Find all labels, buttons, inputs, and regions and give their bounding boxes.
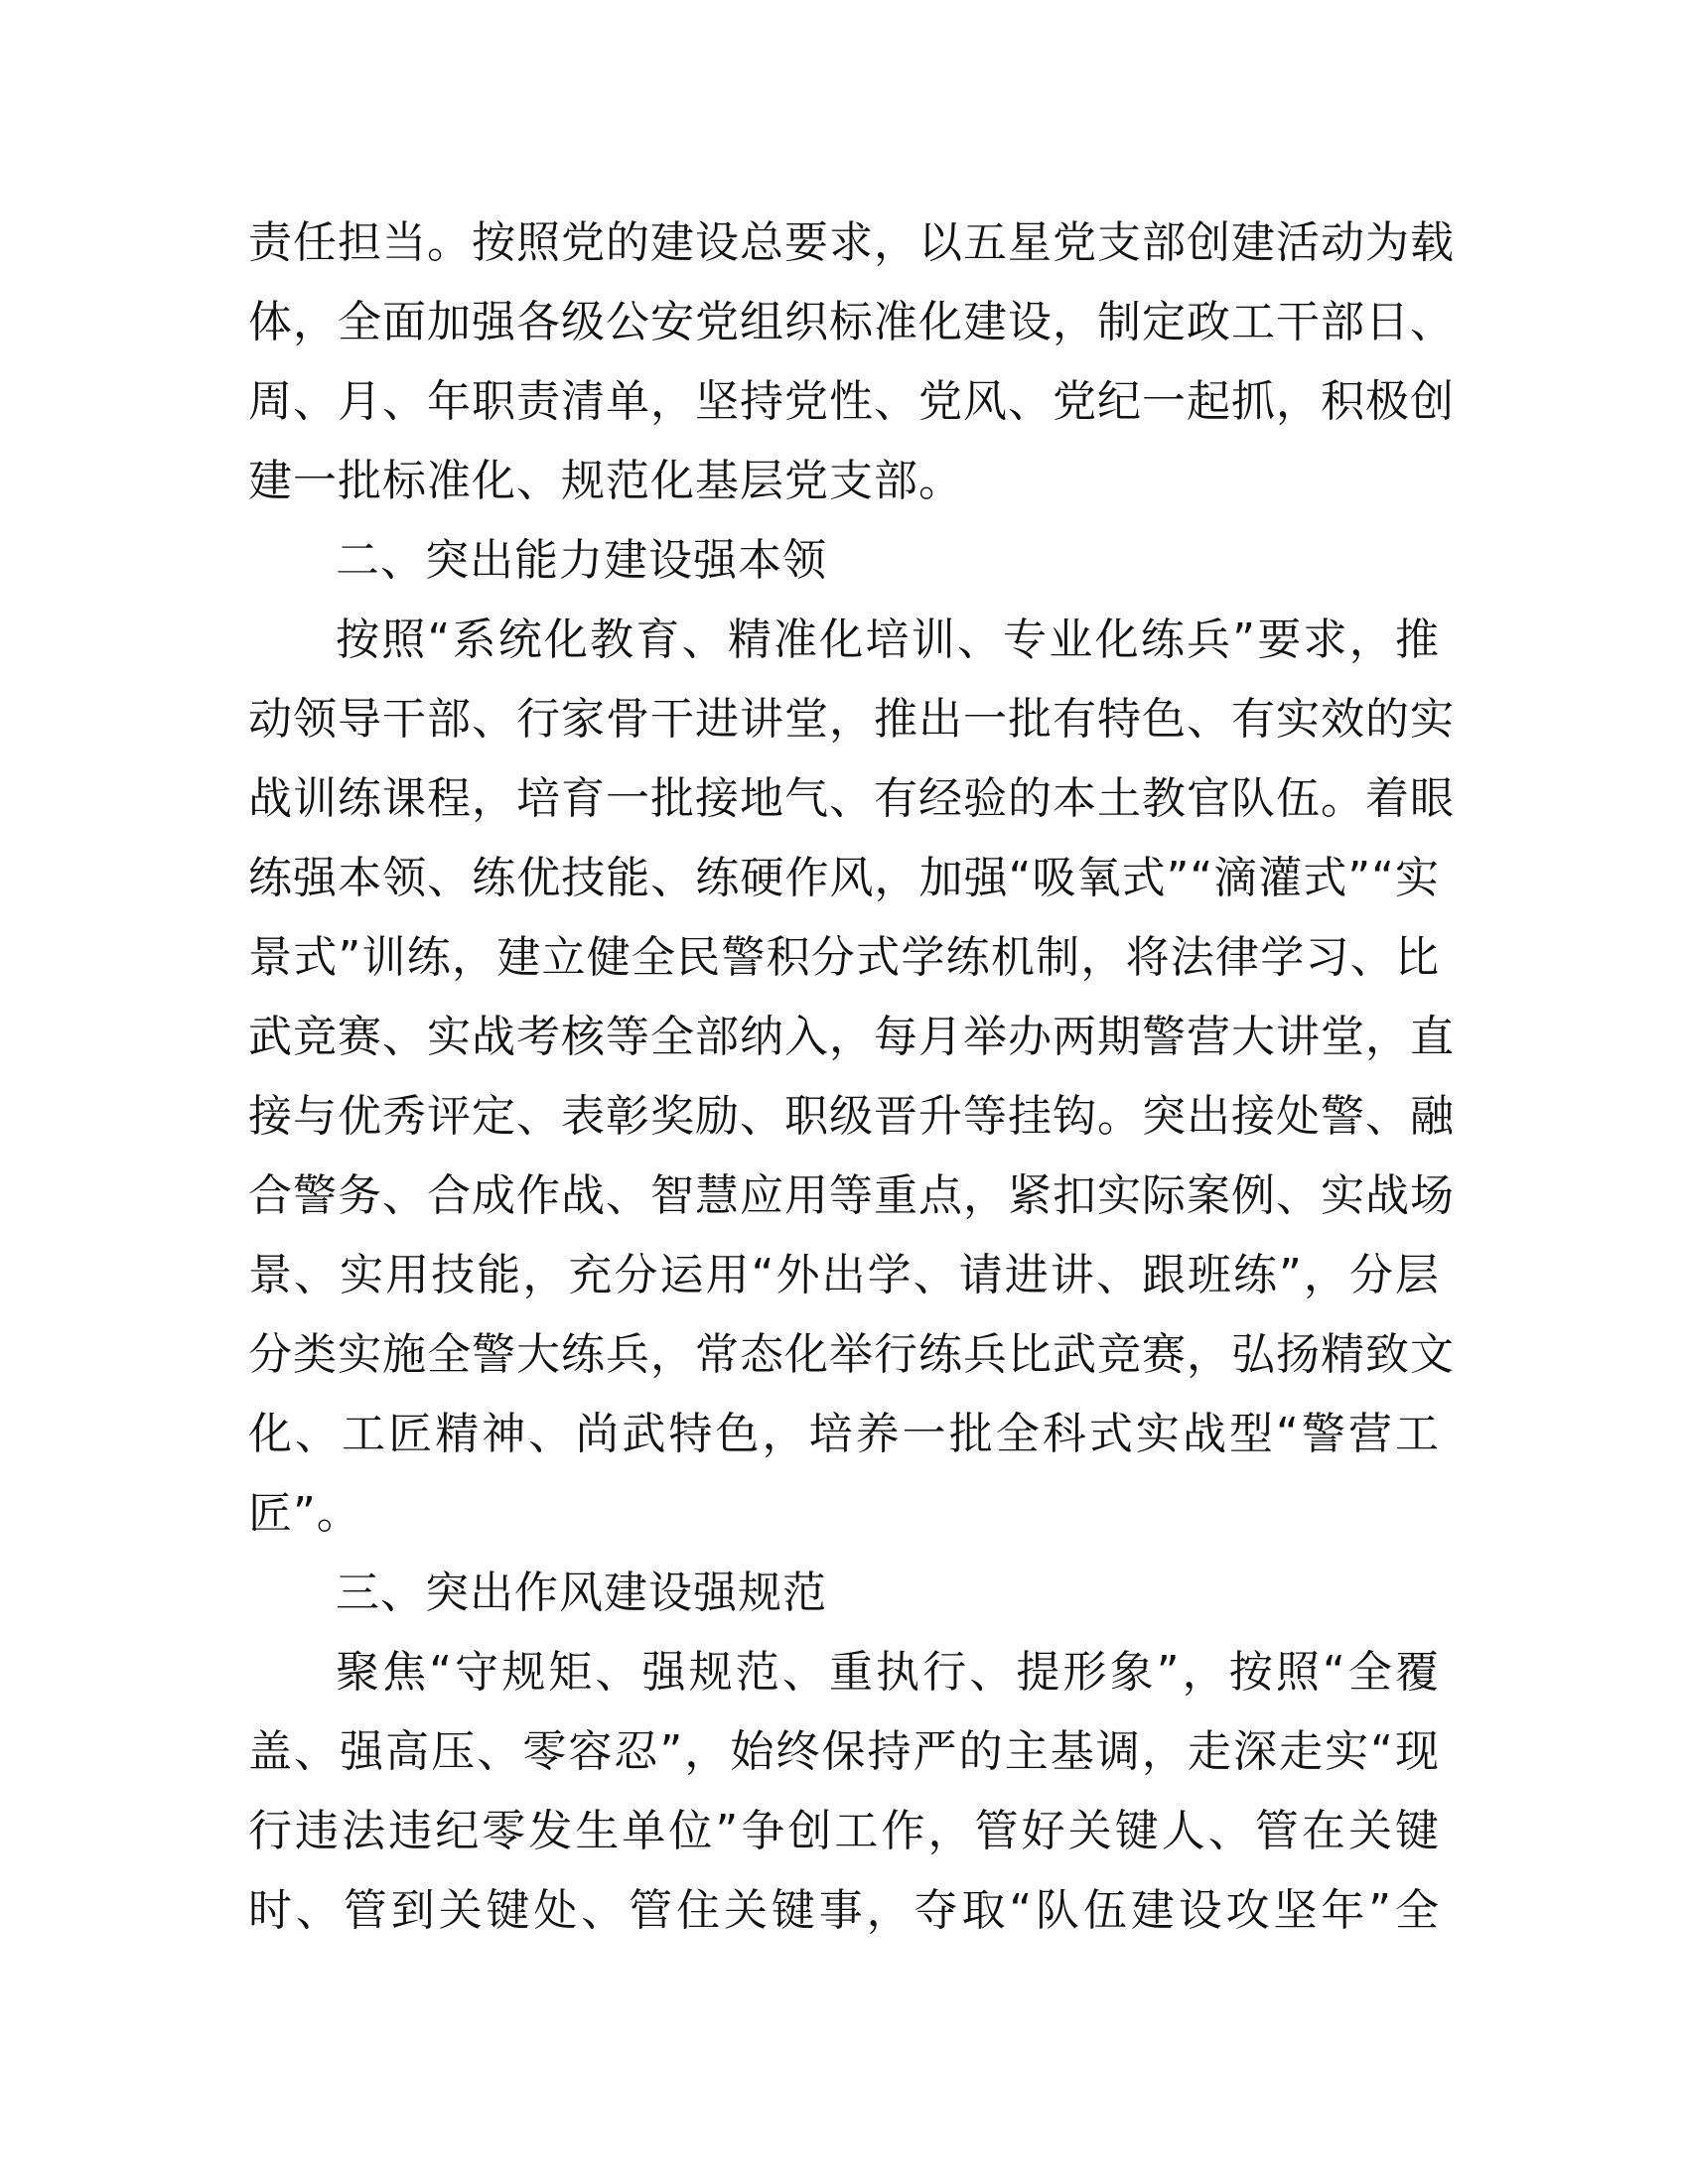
paragraph-line: 练强本领、练优技能、练硬作风，加强“吸氧式”“滴灌式”“实 xyxy=(248,853,1440,903)
paragraph-line: 动领导干部、行家骨干进讲堂，推出一批有特色、有实效的实 xyxy=(248,694,1455,745)
paragraph-line: 行违法违纪零发生单位”争创工作，管好关键人、管在关键 xyxy=(248,1806,1440,1856)
paragraph-line: 分类实施全警大练兵，常态化举行练兵比武竞赛，弘扬精致文 xyxy=(248,1329,1455,1380)
paragraph-line: 时、管到关键处、管住关键事，夺取“队伍建设攻坚年”全 xyxy=(248,1885,1440,1936)
paragraph-line: 接与优秀评定、表彰奖励、职级晋升等挂钩。突出接处警、融 xyxy=(248,1091,1455,1142)
section-heading-3: 三、突出作风建设强规范 xyxy=(336,1568,827,1618)
paragraph-line: 建一批标准化、规范化基层党支部。 xyxy=(248,456,963,506)
paragraph-line: 盖、强高压、零容忍”，始终保持严的主基调，走深走实“现 xyxy=(248,1726,1440,1777)
paragraph-line: 体，全面加强各级公安党组织标准化建设，制定政工干部日、 xyxy=(248,297,1455,347)
document-body xyxy=(248,204,1455,1951)
section-heading-2: 二、突出能力建设强本领 xyxy=(336,535,827,586)
paragraph-line: 周、月、年职责清单，坚持党性、党风、党纪一起抓，积极创 xyxy=(248,376,1455,427)
paragraph-line: 景、实用技能，充分运用“外出学、请进讲、跟班练”，分层 xyxy=(248,1250,1440,1300)
paragraph-line: 武竞赛、实战考核等全部纳入，每月举办两期警营大讲堂，直 xyxy=(248,1012,1455,1062)
paragraph-3 xyxy=(248,1633,1440,1951)
paragraph-line: 按照“系统化教育、精准化培训、专业化练兵”要求，推 xyxy=(336,614,1440,665)
paragraph-line: 聚焦“守规矩、强规范、重执行、提形象”，按照“全覆 xyxy=(336,1647,1440,1698)
paragraph-line: 合警务、合成作战、智慧应用等重点，紧扣实际案例、实战场 xyxy=(248,1170,1455,1221)
paragraph-line: 责任担当。按照党的建设总要求，以五星党支部创建活动为载 xyxy=(248,217,1455,268)
paragraph-1 xyxy=(248,204,1455,521)
paragraph-line: 战训练课程，培育一批接地气、有经验的本土教官队伍。着眼 xyxy=(248,773,1455,824)
paragraph-line: 匠”。 xyxy=(248,1488,361,1539)
paragraph-line: 化、工匠精神、尚武特色，培养一批全科式实战型“警营工 xyxy=(248,1409,1440,1459)
paragraph-2 xyxy=(248,601,1455,1554)
paragraph-line: 景式”训练，建立健全民警积分式学练机制，将法律学习、比 xyxy=(248,932,1440,983)
